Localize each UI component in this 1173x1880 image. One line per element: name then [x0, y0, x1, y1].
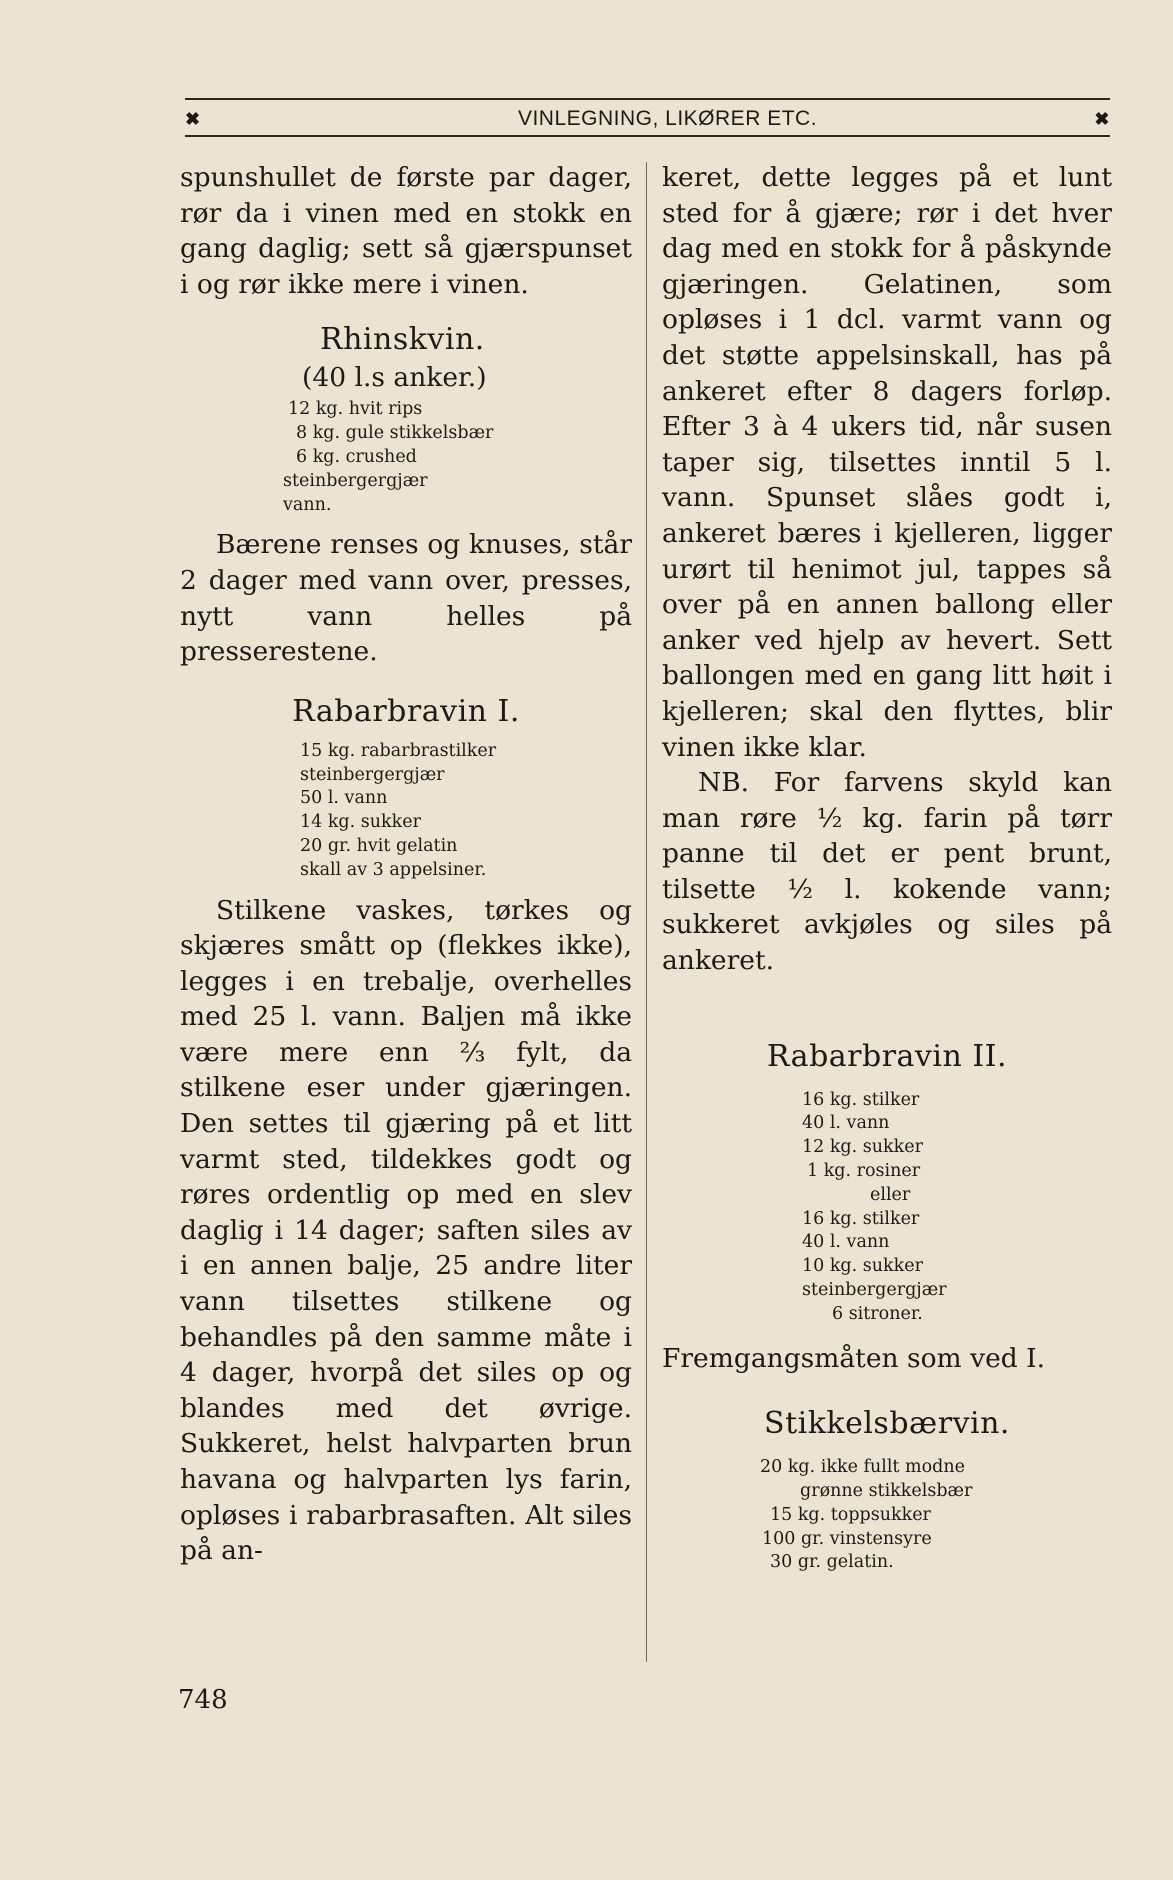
- note-paragraph: NB. For farvens skyld kan man røre ½ kg. farin på tørr panne til det er pent brunt, tilsette ½ l. kokende vann; sukkeret avkjøles og siles på ankeret.: [662, 767, 1112, 977]
- ingredient-line: 6 sitroner.: [832, 1303, 923, 1324]
- ingredient-line: 30 gr. gelatin.: [770, 1552, 894, 1573]
- ingredient-line: 20 gr. hvit gelatin: [300, 835, 458, 856]
- ingredient-line: vann.: [283, 494, 332, 515]
- ornament-right-icon: ✖: [1094, 108, 1110, 129]
- ingredient-list: [235, 398, 632, 517]
- ingredient-line: steinbergergjær: [283, 470, 428, 491]
- ingredient-list: [662, 1456, 1112, 1575]
- recipe-method: Stilkene vaskes, tørkes og skjæres smått op (flekkes ikke), legges i en trebalje, overhelles med 25 l. vann. Baljen må ikke være mere enn ⅔ fylt, da stilkene eser under gjæringen. Den settes til gjæring på et litt varmt sted, tildekkes godt og røres ordentlig op med en slev daglig i 14 dager; saften siles av i en annen balje, 25 andre liter vann tilsettes stilkene og behandles på den samme måte i 4 dager, hvorpå det siles op og blandes med det øvrige. Sukkeret, helst halvparten brun havana og halvparten lys farin, opløses i rabarbrasaften. Alt siles på an-: [180, 894, 632, 1567]
- right-column: [662, 160, 1112, 1575]
- ingredient-line: 1 kg. rosiner: [807, 1161, 921, 1182]
- ingredient-line: 40 l. vann: [802, 1232, 890, 1253]
- recipe-method: Bærene renses og knuses, står 2 dager med vann over, presses, nytt vann helles på presserestene.: [180, 529, 632, 668]
- recipe-rabarbravin-2: [662, 1037, 1112, 1327]
- ingredient-line: 20 kg. ikke fullt modne: [760, 1457, 965, 1478]
- ingredient-line: skall av 3 appelsiner.: [300, 859, 487, 880]
- page-number: 748: [178, 1685, 228, 1715]
- column-divider: [646, 162, 647, 1662]
- recipe-title: Stikkelsbærvin.: [764, 1406, 1010, 1442]
- ingredient-list: [180, 740, 632, 883]
- recipe-title: Rhinskvin.: [320, 322, 485, 358]
- ingredient-line: grønne stikkelsbær: [800, 1481, 973, 1502]
- ingredient-line: 6 kg. crushed: [296, 446, 417, 467]
- ingredient-line: 16 kg. stilker: [802, 1089, 920, 1110]
- ingredient-line: 40 l. vann: [802, 1113, 890, 1134]
- header-rule-bottom: [185, 135, 1110, 137]
- recipe-stikkelsbaervin: [662, 1404, 1112, 1575]
- continued-paragraph: keret, dette legges på et lunt sted for å gjære; rør i det hver dag med en stokk for å påskynde gjæringen. Gelatinen, som opløses i 1 dcl. varmt vann og det støtte appelsinskall, has på ankeret efter 8 dagers forløp. Efter 3 à 4 ukers tid, når susen taper sig, tilsettes inntil 5 l. vann. Spunset slåes godt i, ankeret bæres i kjelleren, ligger urørt til henimot jul, tappes så over på en annen ballong eller anker ved hjelp av hevert. Sett ballongen med en gang litt høit i kjelleren; skal den flyttes, blir vinen ikke klar.: [662, 162, 1112, 763]
- ingredient-line: 8 kg. gule stikkelsbær: [296, 423, 494, 444]
- recipe-method: Fremgangsmåten som ved I.: [662, 1342, 1046, 1374]
- recipe-rhinskvin: [180, 320, 632, 517]
- continued-paragraph: spunshullet de første par dager, rør da i vinen med en stokk en gang daglig; sett så gjærspunset i og rør ikke mere i vinen.: [180, 162, 632, 300]
- ingredient-list: [662, 1089, 1112, 1327]
- ingredient-line: 15 kg. rabarbrastilker: [300, 740, 497, 761]
- recipe-title: Rabarbravin I.: [292, 693, 520, 729]
- recipe-title: Rabarbravin II.: [766, 1038, 1008, 1074]
- recipe-subtitle: (40 l.s anker.): [302, 362, 487, 394]
- ingredient-line: 16 kg. stilker: [802, 1208, 920, 1229]
- ingredient-line: 12 kg. sukker: [802, 1137, 923, 1158]
- ingredient-line: steinbergergjær: [802, 1280, 947, 1301]
- ingredient-line: 50 l. vann: [300, 788, 388, 809]
- recipe-rabarbravin-1: [180, 692, 632, 883]
- left-column: [180, 160, 632, 1569]
- ingredient-line: steinbergergjær: [300, 764, 445, 785]
- ingredient-line: 100 gr. vinstensyre: [762, 1528, 932, 1549]
- running-header: [185, 103, 1110, 135]
- running-title: VINLEGNING, LIKØRER ETC.: [517, 107, 818, 130]
- header-rule-top: [185, 98, 1110, 100]
- ingredient-line: 15 kg. toppsukker: [770, 1504, 931, 1525]
- ingredient-line: eller: [870, 1184, 911, 1205]
- ingredient-line: 14 kg. sukker: [300, 812, 421, 833]
- ornament-left-icon: ✖: [185, 108, 201, 129]
- ingredient-line: 12 kg. hvit rips: [288, 399, 423, 420]
- ingredient-line: 10 kg. sukker: [802, 1256, 923, 1277]
